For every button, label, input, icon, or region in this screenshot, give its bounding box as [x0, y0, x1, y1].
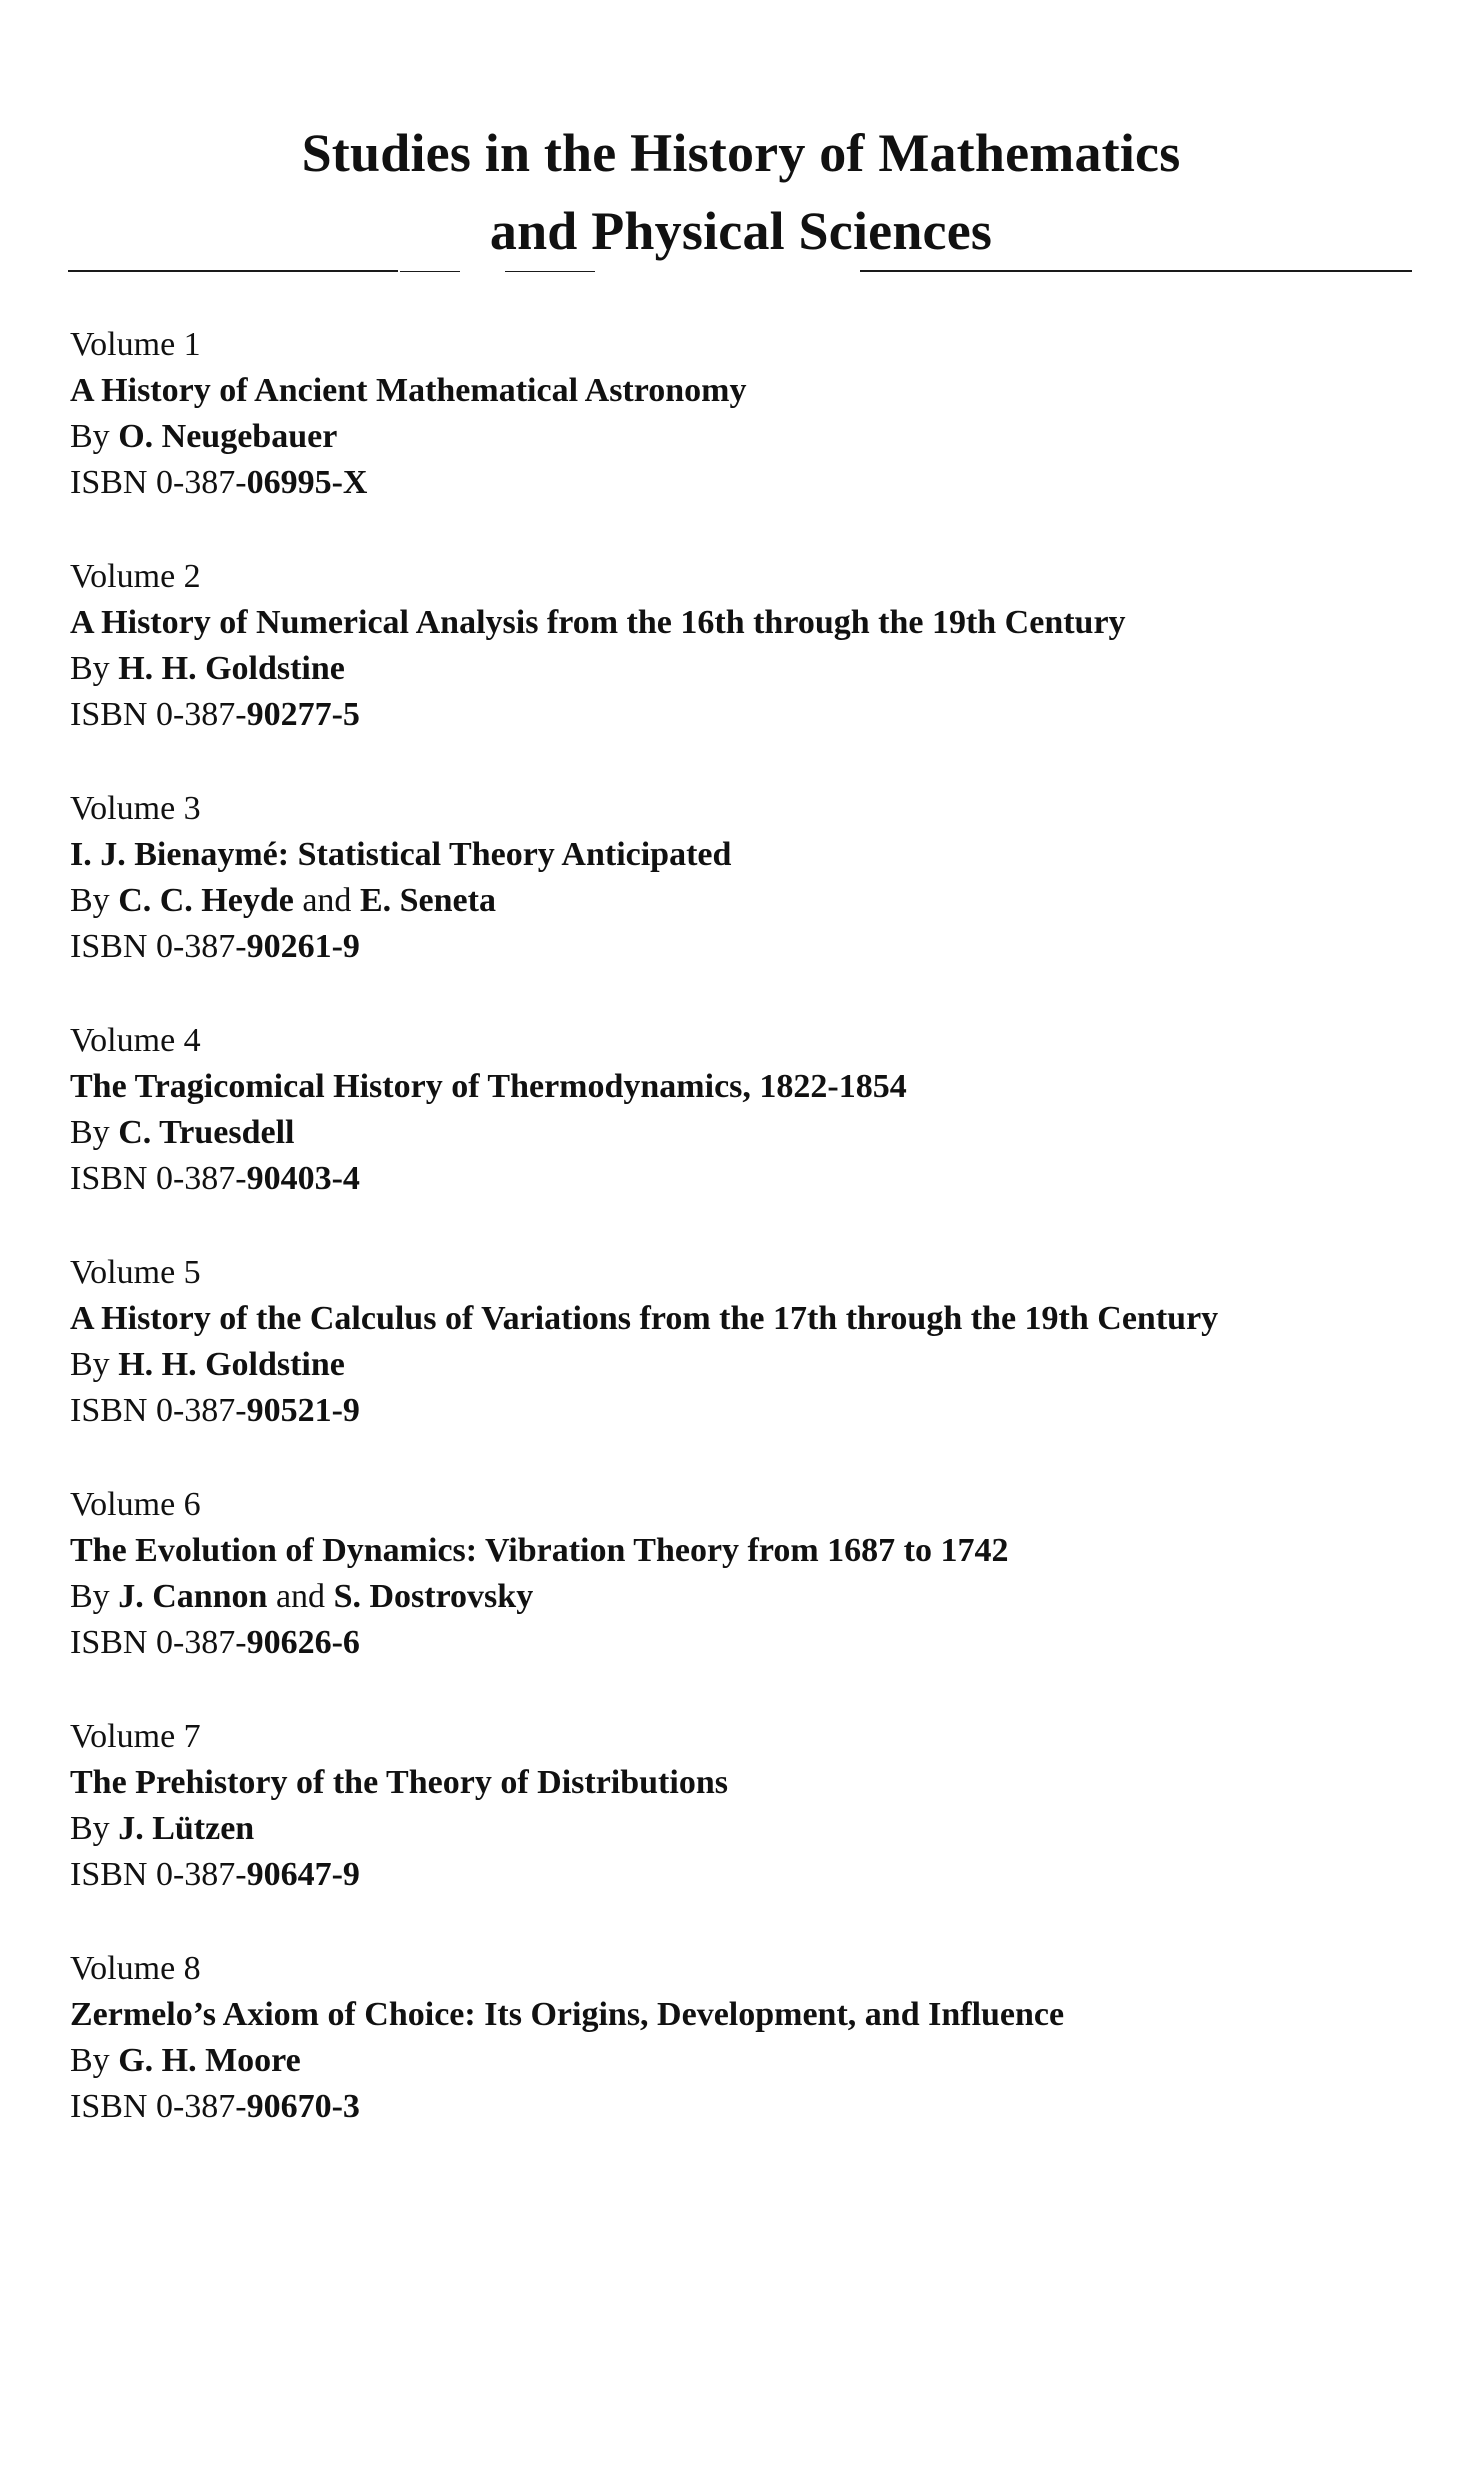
title-divider [68, 270, 398, 272]
volume-entry-6 [70, 1482, 1440, 1714]
isbn-prefix: ISBN 0-387- [70, 1624, 247, 1661]
volume-isbn [70, 1156, 1440, 1202]
author-name: G. H. Moore [118, 2042, 301, 2079]
volume-title: The Prehistory of the Theory of Distributions [70, 1764, 728, 1801]
series-title [0, 114, 1482, 270]
isbn-number: 90403-4 [246, 1160, 360, 1197]
volume-entry-4 [70, 1018, 1440, 1250]
isbn-number: 90647-9 [246, 1856, 360, 1893]
volume-entry-2 [70, 554, 1440, 786]
by-label: By [70, 2042, 110, 2079]
volume-isbn [70, 1388, 1440, 1434]
volume-label: Volume 4 [70, 1022, 201, 1059]
volume-authors [70, 2038, 1440, 2084]
volume-label: Volume 8 [70, 1950, 201, 1987]
series-title-line-2: and Physical Sciences [489, 201, 993, 262]
title-divider [860, 270, 1412, 272]
and-label: and [275, 1578, 326, 1615]
volume-entry-7 [70, 1714, 1440, 1946]
volume-title: A History of Numerical Analysis from the 16th through the 19th Century [70, 604, 1126, 641]
volume-label: Volume 6 [70, 1486, 201, 1523]
author-name: J. Cannon [118, 1578, 268, 1615]
title-divider-fragment [400, 271, 460, 272]
volume-title: I. J. Bienaymé: Statistical Theory Anticipated [70, 836, 732, 873]
volume-isbn [70, 1620, 1440, 1666]
volume-authors [70, 1806, 1440, 1852]
volume-title: A History of Ancient Mathematical Astronomy [70, 372, 747, 409]
author-name: C. Truesdell [118, 1114, 295, 1151]
volume-isbn [70, 924, 1440, 970]
by-label: By [70, 882, 110, 919]
by-label: By [70, 1578, 110, 1615]
isbn-prefix: ISBN 0-387- [70, 696, 247, 733]
volume-label: Volume 1 [70, 326, 201, 363]
volume-authors [70, 1574, 1440, 1620]
isbn-prefix: ISBN 0-387- [70, 1160, 247, 1197]
by-label: By [70, 1810, 110, 1847]
by-label: By [70, 418, 110, 455]
isbn-number: 90670-3 [246, 2088, 360, 2125]
author-name: S. Dostrovsky [333, 1578, 534, 1615]
series-title-line-1: Studies in the History of Mathematics [301, 123, 1181, 184]
isbn-prefix: ISBN 0-387- [70, 928, 247, 965]
volume-authors [70, 646, 1440, 692]
volume-authors [70, 1110, 1440, 1156]
author-name: H. H. Goldstine [118, 650, 345, 687]
isbn-prefix: ISBN 0-387- [70, 1856, 247, 1893]
and-label: and [302, 882, 352, 919]
author-name: O. Neugebauer [118, 418, 338, 455]
title-divider-fragment [505, 271, 595, 272]
isbn-prefix: ISBN 0-387- [70, 1392, 247, 1429]
volume-entry-8 [70, 1946, 1440, 2178]
volume-isbn [70, 1852, 1440, 1898]
by-label: By [70, 1114, 110, 1151]
volume-label: Volume 2 [70, 558, 201, 595]
author-name: E. Seneta [359, 882, 496, 919]
volume-title: Zermelo’s Axiom of Choice: Its Origins, Development, and Influence [70, 1996, 1065, 2033]
isbn-prefix: ISBN 0-387- [70, 2088, 247, 2125]
isbn-prefix: ISBN 0-387- [70, 464, 247, 501]
author-name: H. H. Goldstine [118, 1346, 345, 1383]
volume-isbn [70, 460, 1440, 506]
author-name: C. C. Heyde [118, 882, 294, 919]
volume-title: A History of the Calculus of Variations from the 17th through the 19th Century [70, 1300, 1219, 1337]
author-name: J. Lützen [118, 1810, 255, 1847]
volume-entry-3 [70, 786, 1440, 1018]
isbn-number: 90277-5 [246, 696, 360, 733]
volume-entry-5 [70, 1250, 1440, 1482]
by-label: By [70, 1346, 110, 1383]
isbn-number: 90626-6 [246, 1624, 360, 1661]
volume-label: Volume 5 [70, 1254, 201, 1291]
volume-label: Volume 7 [70, 1718, 201, 1755]
volume-entry-1 [70, 322, 1440, 554]
volume-title: The Tragicomical History of Thermodynamics, 1822-1854 [70, 1068, 907, 1105]
volume-label: Volume 3 [70, 790, 201, 827]
isbn-number: 90521-9 [246, 1392, 360, 1429]
volume-isbn [70, 2084, 1440, 2130]
by-label: By [70, 650, 110, 687]
volume-isbn [70, 692, 1440, 738]
volume-title: The Evolution of Dynamics: Vibration Theory from 1687 to 1742 [70, 1532, 1009, 1569]
volume-authors [70, 878, 1440, 924]
volume-list [70, 322, 1440, 2178]
volume-authors [70, 414, 1440, 460]
isbn-number: 06995-X [246, 464, 368, 501]
volume-authors [70, 1342, 1440, 1388]
isbn-number: 90261-9 [246, 928, 360, 965]
